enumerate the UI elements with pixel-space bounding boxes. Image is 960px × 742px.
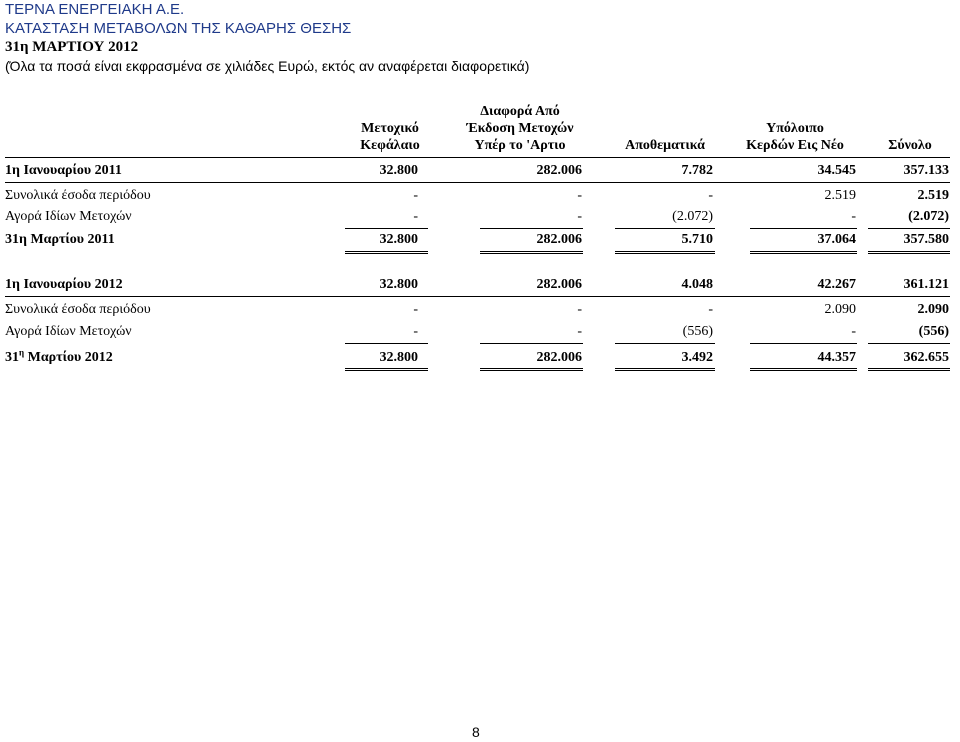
row-label-jan-2011: 1η Ιανουαρίου 2011 <box>5 163 122 178</box>
cell-share-premium: 282.006 <box>536 350 582 365</box>
cell-total: 2.519 <box>917 188 949 203</box>
total-double-rule <box>868 368 950 371</box>
total-double-rule <box>868 251 950 254</box>
row-label-comprehensive-income: Συνολικά έσοδα περιόδου <box>5 188 151 203</box>
cell-share-premium: - <box>577 188 582 203</box>
cell-reserves: 4.048 <box>681 277 713 292</box>
cell-reserves: 7.782 <box>681 163 713 178</box>
total-double-rule <box>750 368 857 371</box>
cell-total: 362.655 <box>903 350 949 365</box>
page-number: 8 <box>472 724 480 740</box>
total-double-rule <box>750 251 857 254</box>
cell-share-capital: - <box>413 209 418 224</box>
col-header-share-capital: Μετοχικό Κεφάλαιο <box>360 121 420 153</box>
subtotal-rule <box>868 228 950 229</box>
cell-share-capital: - <box>413 302 418 317</box>
subtotal-rule <box>480 343 583 344</box>
cell-reserves: (556) <box>682 324 713 339</box>
col-header-retained-earnings: Υπόλοιπο Κερδών Εις Νέο <box>746 121 844 153</box>
cell-total: 361.121 <box>903 277 949 292</box>
cell-reserves: 3.492 <box>681 350 713 365</box>
cell-total: 2.090 <box>917 302 949 317</box>
cell-share-capital: 32.800 <box>379 350 418 365</box>
cell-retained-earnings: 2.090 <box>824 302 856 317</box>
header-rule <box>5 157 950 158</box>
cell-total: 357.133 <box>903 163 949 178</box>
cell-share-premium: 282.006 <box>536 277 582 292</box>
total-double-rule <box>480 368 583 371</box>
cell-share-capital: 32.800 <box>379 277 418 292</box>
row-rule <box>5 182 950 183</box>
cell-retained-earnings: 2.519 <box>824 188 856 203</box>
cell-total: (2.072) <box>908 209 949 224</box>
statement-title: ΚΑΤΑΣΤΑΣΗ ΜΕΤΑΒΟΛΩΝ ΤΗΣ ΚΑΘΑΡΗΣ ΘΕΣΗΣ <box>5 20 352 37</box>
cell-share-capital: - <box>413 188 418 203</box>
total-double-rule <box>615 251 715 254</box>
subtotal-rule <box>345 343 428 344</box>
cell-share-premium: - <box>577 324 582 339</box>
row-label-jan-2012: 1η Ιανουαρίου 2012 <box>5 277 123 292</box>
row-rule <box>5 296 950 297</box>
row-label-comprehensive-income: Συνολικά έσοδα περιόδου <box>5 302 151 317</box>
cell-total: (556) <box>918 324 949 339</box>
total-double-rule <box>345 368 428 371</box>
cell-reserves: 5.710 <box>681 232 713 247</box>
subtotal-rule <box>345 228 428 229</box>
cell-share-premium: - <box>577 209 582 224</box>
cell-retained-earnings: 37.064 <box>817 232 856 247</box>
cell-share-capital: 32.800 <box>379 232 418 247</box>
subtotal-rule <box>615 343 715 344</box>
subtotal-rule <box>480 228 583 229</box>
cell-total: 357.580 <box>903 232 949 247</box>
subtotal-rule <box>750 228 857 229</box>
subtotal-rule <box>750 343 857 344</box>
cell-retained-earnings: - <box>851 209 856 224</box>
company-name: ΤΕΡΝΑ ΕΝΕΡΓΕΙΑΚΗ Α.Ε. <box>5 1 185 18</box>
col-header-reserves: Αποθεματικά <box>625 138 705 153</box>
total-double-rule <box>345 251 428 254</box>
subtotal-rule <box>868 343 950 344</box>
cell-share-capital: - <box>413 324 418 339</box>
total-double-rule <box>480 251 583 254</box>
row-label-treasury-shares: Αγορά Ιδίων Μετοχών <box>5 209 132 224</box>
total-double-rule <box>615 368 715 371</box>
subtotal-rule <box>615 228 715 229</box>
col-header-share-premium: Διαφορά Από Έκδοση Μετοχών Υπέρ το 'Αρτιο <box>466 104 574 153</box>
document-header <box>5 0 529 76</box>
cell-reserves: - <box>708 302 713 317</box>
cell-reserves: - <box>708 188 713 203</box>
row-label-mar-2011: 31η Μαρτίου 2011 <box>5 232 115 247</box>
row-label-treasury-shares: Αγορά Ιδίων Μετοχών <box>5 324 132 339</box>
cell-share-premium: - <box>577 302 582 317</box>
statement-date: 31η ΜΑΡΤΙΟΥ 2012 <box>5 39 139 55</box>
col-header-total: Σύνολο <box>888 138 932 153</box>
cell-retained-earnings: 44.357 <box>817 350 856 365</box>
cell-retained-earnings: 34.545 <box>817 163 856 178</box>
cell-share-premium: 282.006 <box>536 232 582 247</box>
currency-note: (Όλα τα ποσά είναι εκφρασμένα σε χιλιάδες Ευρώ, εκτός αν αναφέρεται διαφορετικά) <box>5 58 530 74</box>
cell-retained-earnings: - <box>851 324 856 339</box>
cell-reserves: (2.072) <box>672 209 713 224</box>
row-label-mar-2012: $31^\eta$ Μαρτίου 2012 <box>5 347 113 365</box>
cell-share-premium: 282.006 <box>536 163 582 178</box>
cell-retained-earnings: 42.267 <box>817 277 856 292</box>
cell-share-capital: 32.800 <box>379 163 418 178</box>
